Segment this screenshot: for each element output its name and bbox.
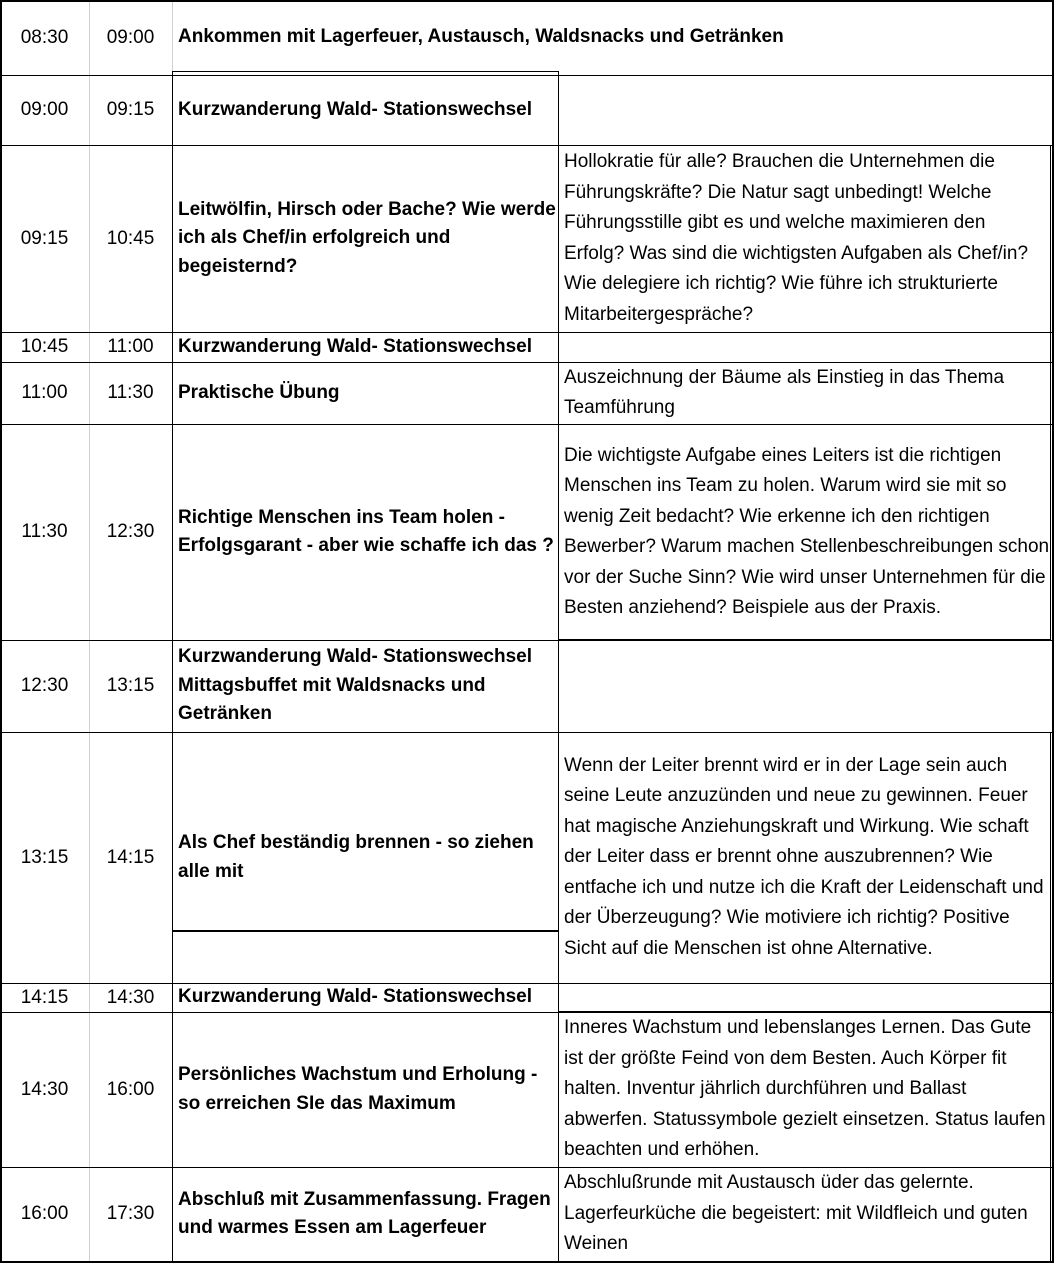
start-time: 08:30	[20, 26, 69, 48]
session-description: Inneres Wachstum und lebenslanges Lernen. Das Gute ist der größte Feind von dem Besten. Auch Körper fit halten. Inventur jährlich durchführen und Ballast abwerfen. Statussymbole gezielt einsetzen. Status laufen beachten und erhöhen.	[564, 1017, 1046, 1161]
start-time: 09:00	[20, 99, 69, 120]
start-time: 12:30	[20, 675, 69, 696]
start-time: 09:15	[20, 227, 69, 249]
session-description: Hollokratie für alle? Brauchen die Unternehmen die Führungskräfte? Die Natur sagt unbedingt! Welche Führungsstille gibt es und welche maximieren den Erfolg? Was sind die wichtigsten Aufgaben als Chef/in? Wie delegiere ich richtig? Wie führe ich strukturierte Mitarbeitergespräche?	[564, 151, 1029, 325]
session-title: Ankommen mit Lagerfeuer, Austausch, Waldsnacks und Getränken	[178, 26, 784, 48]
end-time: 11:30	[107, 382, 154, 403]
session-title: Abschluß mit Zusammenfassung. Fragen und warmes Essen am Lagerfeuer	[178, 1188, 551, 1238]
description-column-border	[558, 1012, 1051, 1263]
session-title: Praktische Übung	[178, 381, 340, 403]
end-time: 09:15	[106, 99, 155, 120]
session-title: Kurzwanderung Wald- Stationswechsel	[178, 98, 533, 120]
end-time: 16:00	[106, 1078, 155, 1100]
session-title: Als Chef beständig brennen - so ziehen alle mit	[178, 832, 534, 882]
start-time: 14:15	[20, 986, 69, 1008]
session-description	[558, 640, 1050, 732]
session-title: Persönliches Wachstum und Erholung - so erreichen SIe das Maximum	[178, 1064, 538, 1114]
description-column-border	[558, 732, 1051, 1012]
start-time: 16:00	[20, 1203, 69, 1224]
session-description: Die wichtigste Aufgabe eines Leiters ist die richtigen Menschen ins Team zu holen. Warum wird sie mit so wenig Zeit bedacht? Wie erkenne ich den richtigen Bewerber? Warum machen Stellenbeschreibungen schon vor der Suche Sinn? Wie wird unser Unternehmen für die Besten anziehend? Beispiele aus der Praxis.	[564, 444, 1050, 618]
session-title: Kurzwanderung Wald- Stationswechsel	[178, 335, 533, 357]
title-column-border	[172, 931, 559, 1263]
start-time: 11:30	[21, 521, 68, 542]
start-time: 11:00	[21, 382, 68, 403]
session-title: Richtige Menschen ins Team holen - Erfolgsgarant - aber wie schaffe ich das ?	[178, 506, 554, 556]
end-time: 12:30	[106, 521, 155, 542]
session-description: Auszeichnung der Bäume als Einstieg in das Thema Teamführung	[564, 366, 1005, 418]
end-time: 14:15	[106, 846, 155, 868]
end-time: 13:15	[106, 675, 155, 696]
start-time: 13:15	[20, 846, 69, 868]
session-description: Wenn der Leiter brennt wird er in der Lage sein auch seine Leute anzuzünden und neue zu gewinnen. Feuer hat magische Anziehungskraft und Wirkung. Wie schaft der Leiter dass er brennt ohne auszubrennen? Wie entfache ich und nutze ich die Kraft der Leidenschaft und der Überzeugung? Wie motiviere ich richtig? Positive Sicht auf die Menschen ist ohne Alternative.	[564, 754, 1044, 959]
schedule-row	[0, 0, 1054, 75]
description-column-border	[558, 145, 1051, 640]
end-time: 14:30	[106, 986, 155, 1008]
session-title: Leitwölfin, Hirsch oder Bache? Wie werde ich als Chef/in erfolgreich und begeisternd?	[178, 198, 556, 277]
session-description	[558, 75, 1050, 145]
session-title: Kurzwanderung Wald- Stationswechsel	[178, 986, 533, 1008]
end-time: 10:45	[106, 227, 155, 249]
end-time: 11:00	[107, 336, 154, 357]
session-title: Kurzwanderung Wald- Stationswechsel Mittagsbuffet mit Waldsnacks und Getränken	[178, 646, 533, 725]
start-time: 10:45	[20, 336, 69, 357]
end-time: 17:30	[106, 1203, 155, 1224]
start-time: 14:30	[20, 1078, 69, 1100]
title-column-border	[172, 71, 559, 931]
session-description: Abschlußrunde mit Austausch üder das gelernte. Lagerfeurküche die begeistert: mit Wildfleich und guten Weinen	[564, 1172, 1028, 1255]
end-time: 09:00	[106, 26, 155, 48]
